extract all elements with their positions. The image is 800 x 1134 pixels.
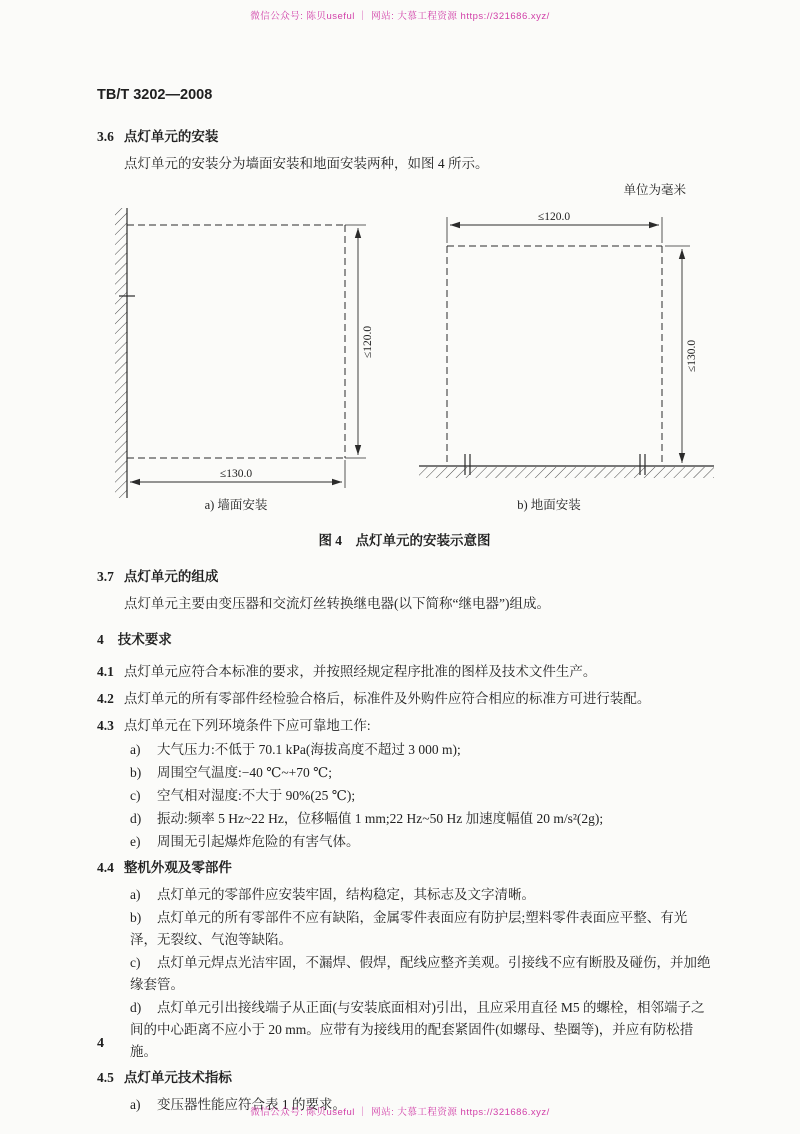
figure-4-caption: 图 4 点灯单元的安装示意图 — [318, 533, 491, 548]
caption-floor-installation: b) 地面安装 — [517, 498, 581, 512]
list-item — [97, 808, 712, 830]
list-item-text: 变压器性能应符合表 1 的要求。 — [157, 1097, 346, 1112]
diagram-wall-installation — [115, 208, 374, 512]
dim-label-wall-height: ≤120.0 — [362, 325, 374, 359]
wall-hatch — [115, 208, 127, 498]
section-3-7-paragraph: 点灯单元主要由变压器和交流灯丝转换继电器(以下简称“继电器”)组成。 — [124, 596, 550, 611]
clause-4-3 — [97, 715, 712, 737]
list-item-label: c) — [130, 955, 141, 970]
list-item — [97, 739, 712, 761]
figure-unit-note: 单位为毫米 — [623, 183, 686, 197]
list-item-text: 点灯单元的零部件应安装牢固，结构稳定，其标志及文字清晰。 — [157, 887, 535, 902]
list-item — [97, 785, 712, 807]
section-number: 4.5 — [97, 1070, 114, 1085]
dim-label-floor-width: ≤120.0 — [537, 211, 571, 223]
list-item — [97, 884, 712, 906]
dim-label-floor-height: ≤130.0 — [686, 339, 698, 373]
clause-number: 4.1 — [97, 664, 114, 679]
list-item-text: 振动:频率 5 Hz~22 Hz，位移幅值 1 mm;22 Hz~50 Hz 加速度幅值 20 m/s²(2g); — [157, 811, 604, 826]
section-title: 点灯单元的组成 — [123, 569, 219, 584]
list-item-text: 大气压力:不低于 70.1 kPa(海拔高度不超过 3 000 m); — [157, 742, 461, 757]
watermark-top: 微信公众号: 陈贝useful ｜ 网站: 大慕工程资源 https://321686.xyz/ — [250, 11, 550, 22]
list-item — [97, 831, 712, 853]
clause-number: 4.3 — [97, 718, 114, 733]
section-title: 点灯单元技术指标 — [123, 1070, 232, 1085]
page-content — [97, 84, 712, 1117]
ground-hatch — [419, 467, 714, 478]
list-item-label: e) — [130, 834, 141, 849]
section-title: 整机外观及零部件 — [123, 860, 232, 875]
list-item-text: 空气相对湿度:不大于 90%(25 ℃); — [157, 788, 356, 803]
doc-number: TB/T 3202—2008 — [97, 87, 213, 103]
section-3-6-heading — [97, 126, 712, 148]
list-item-text: 点灯单元引出接线端子从正面(与安装底面相对)引出，且应采用直径 M5 的螺栓，相邻端子之间的中心距离不应小于 20 mm。应带有为接线用的配套紧固件(如螺母、垫圈等)，并应有防松措施。 — [130, 1000, 705, 1059]
list-item-label: a) — [130, 742, 141, 757]
installation-diagram — [97, 203, 717, 515]
clause-text: 点灯单元的所有零部件经检验合格后，标准件及外购件应符合相应的标准方可进行装配。 — [123, 691, 651, 706]
chapter-title: 技术要求 — [117, 632, 172, 647]
section-4-4-heading — [97, 857, 712, 879]
list-item-text: 点灯单元焊点光洁牢固，不漏焊、假焊，配线应整齐美观。引接线不应有断股及碰伤，并加绝缘套管。 — [130, 955, 711, 992]
list-item-label: d) — [130, 1000, 142, 1015]
list-item-label: a) — [130, 1097, 141, 1112]
clause-number: 4.2 — [97, 691, 114, 706]
list-item-label: d) — [130, 811, 142, 826]
figure-4 — [97, 203, 712, 522]
list-item-label: b) — [130, 910, 142, 925]
clause-text: 点灯单元应符合本标准的要求，并按照经规定程序批准的图样及技术文件生产。 — [123, 664, 597, 679]
clause-4-1 — [97, 661, 712, 683]
list-item-label: c) — [130, 788, 141, 803]
caption-wall-installation: a) 墙面安装 — [204, 498, 268, 512]
section-title: 点灯单元的安装 — [123, 129, 219, 144]
section-3-7-heading — [97, 566, 712, 588]
list-item — [97, 997, 712, 1063]
clause-4-2 — [97, 688, 712, 710]
list-item-text: 周围空气温度:−40 ℃~+70 ℃; — [157, 765, 332, 780]
section-4-5-heading — [97, 1067, 712, 1089]
chapter-4-heading — [97, 629, 712, 651]
clause-text: 点灯单元在下列环境条件下应可靠地工作: — [123, 718, 371, 733]
section-number: 3.7 — [97, 569, 114, 584]
page-number: 4 — [97, 1036, 104, 1051]
dim-label-wall-width: ≤130.0 — [219, 468, 253, 480]
section-number: 3.6 — [97, 129, 114, 144]
diagram-floor-installation — [419, 211, 714, 512]
chapter-number: 4 — [97, 632, 104, 647]
list-item-label: a) — [130, 887, 141, 902]
list-item — [97, 762, 712, 784]
list-item-label: b) — [130, 765, 142, 780]
section-number: 4.4 — [97, 860, 114, 875]
list-item — [97, 907, 712, 951]
watermark-bottom: 微信公众号: 陈贝useful ｜ 网站: 大慕工程资源 https://321686.xyz/ — [250, 1107, 550, 1118]
section-3-6-paragraph: 点灯单元的安装分为墙面安装和地面安装两种，如图 4 所示。 — [124, 156, 489, 171]
list-item-text: 周围无引起爆炸危险的有害气体。 — [157, 834, 360, 849]
list-item-text: 点灯单元的所有零部件不应有缺陷，金属零件表面应有防护层;塑料零件表面应平整、有光泽，无裂纹、气泡等缺陷。 — [130, 910, 688, 947]
list-item — [97, 952, 712, 996]
